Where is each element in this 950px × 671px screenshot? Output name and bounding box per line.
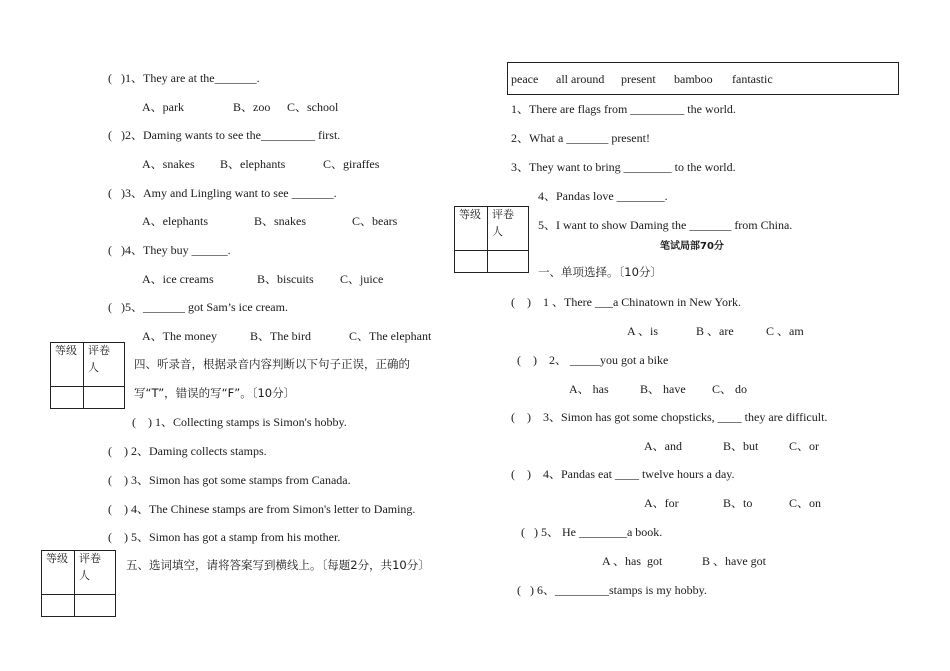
mc-question-2: ( ) 2、 _____you got a bike xyxy=(517,353,669,367)
mc5-option-a: A 、has got xyxy=(602,554,663,568)
mc-question-5: ( ) 5、 He ________a book. xyxy=(521,525,663,539)
q1-option-b: B、zoo xyxy=(233,100,271,114)
fill-sentence-5: 5、I want to show Daming the _______ from China. xyxy=(538,218,793,232)
mc-question-4: ( ) 4、Pandas eat ____ twelve hours a day. xyxy=(511,467,735,481)
word-bank-item: present xyxy=(621,72,656,86)
score-box-marker-label-2: 人 xyxy=(492,226,503,238)
q5-option-c: C、The elephant xyxy=(349,329,432,343)
q4-option-a: A、ice creams xyxy=(142,272,214,286)
section-4-title-line-2: 写“T”，错误的写“F”。〔10分〕 xyxy=(134,386,296,400)
score-box-marker-label-2: 人 xyxy=(88,362,99,374)
question-5: ( )5、_______ got Sam’s ice cream. xyxy=(108,300,288,314)
mc2-option-b: B、 have xyxy=(640,382,686,396)
word-bank-item: peace xyxy=(511,72,539,86)
mc2-option-c: C、 do xyxy=(712,382,748,396)
mc3-option-b: B、but xyxy=(723,439,759,453)
score-box-grade-label: 等级 xyxy=(55,345,77,357)
q4-option-b: B、biscuits xyxy=(257,272,314,286)
mc3-option-c: C、or xyxy=(789,439,820,453)
word-bank xyxy=(507,62,899,95)
score-box-section-5 xyxy=(41,550,116,617)
fill-sentence-3: 3、They want to bring ________ to the world. xyxy=(511,160,736,174)
mc5-option-b: B 、have got xyxy=(702,554,766,568)
q3-option-a: A、elephants xyxy=(142,214,208,228)
score-box-section-1 xyxy=(454,206,529,273)
question-3: ( )3、Amy and Lingling want to see _______. xyxy=(108,186,337,200)
score-box-grade-label: 等级 xyxy=(459,209,481,221)
mc1-option-a: A 、is xyxy=(627,324,659,338)
mc1-option-b: B 、are xyxy=(696,324,734,338)
q5-option-a: A、The money xyxy=(142,329,217,343)
score-box-marker-label-2: 人 xyxy=(79,570,90,582)
tf-statement-2: ( ) 2、Daming collects stamps. xyxy=(108,444,267,458)
mc2-option-a: A、 has xyxy=(569,382,609,396)
q3-option-b: B、snakes xyxy=(254,214,306,228)
q2-option-a: A、snakes xyxy=(142,157,195,171)
q5-option-b: B、The bird xyxy=(250,329,311,343)
mc4-option-c: C、on xyxy=(789,496,822,510)
tf-statement-4: ( ) 4、The Chinese stamps are from Simon's letter to Daming. xyxy=(108,502,416,516)
mc4-option-b: B、to xyxy=(723,496,753,510)
section-1-title: 一、单项选择。〔10分〕 xyxy=(538,265,662,279)
mc-question-6: ( ) 6、_________stamps is my hobby. xyxy=(517,583,707,597)
question-4: ( )4、They buy ______. xyxy=(108,243,231,257)
tf-statement-3: ( ) 3、Simon has got some stamps from Canada. xyxy=(108,473,351,487)
q1-option-a: A、park xyxy=(142,100,184,114)
mc-question-1: ( ) 1 、There ___a Chinatown in New York. xyxy=(511,295,741,309)
mc-question-3: ( ) 3、Simon has got some chopsticks, ____ they are difficult. xyxy=(511,410,828,424)
score-box-grade-label: 等级 xyxy=(46,553,68,565)
word-bank-item: all around xyxy=(556,72,605,86)
word-bank-item: fantastic xyxy=(732,72,773,86)
fill-sentence-4: 4、Pandas love ________. xyxy=(538,189,668,203)
mc4-option-a: A、for xyxy=(644,496,679,510)
tf-statement-5: ( ) 5、Simon has got a stamp from his mother. xyxy=(108,530,341,544)
score-box-marker-label: 评卷 xyxy=(88,345,110,357)
mc1-option-c: C 、am xyxy=(766,324,804,338)
q2-option-b: B、elephants xyxy=(220,157,286,171)
section-4-title: 四、听录音，根据录音内容判断以下句子正误，正确的 xyxy=(134,357,410,371)
mc3-option-a: A、and xyxy=(644,439,682,453)
section-5-title: 五、选词填空，请将答案写到横线上。〔每题2分，共10分〕 xyxy=(126,558,430,572)
fill-sentence-2: 2、What a _______ present! xyxy=(511,131,650,145)
score-box-marker-label: 评卷 xyxy=(492,209,514,221)
question-1: ( )1、They are at the_______. xyxy=(108,71,260,85)
written-part-heading: 笔试局部70分 xyxy=(660,241,724,252)
tf-statement-1: ( ) 1、Collecting stamps is Simon's hobby. xyxy=(132,415,347,429)
q4-option-c: C、juice xyxy=(340,272,384,286)
fill-sentence-1: 1、There are flags from _________ the world. xyxy=(511,102,736,116)
q2-option-c: C、giraffes xyxy=(323,157,380,171)
score-box-section-4 xyxy=(50,342,125,409)
q3-option-c: C、bears xyxy=(352,214,398,228)
q1-option-c: C、school xyxy=(287,100,339,114)
score-box-marker-label: 评卷 xyxy=(79,553,101,565)
word-bank-item: bamboo xyxy=(674,72,713,86)
question-2: ( )2、Daming wants to see the_________ first. xyxy=(108,128,341,142)
